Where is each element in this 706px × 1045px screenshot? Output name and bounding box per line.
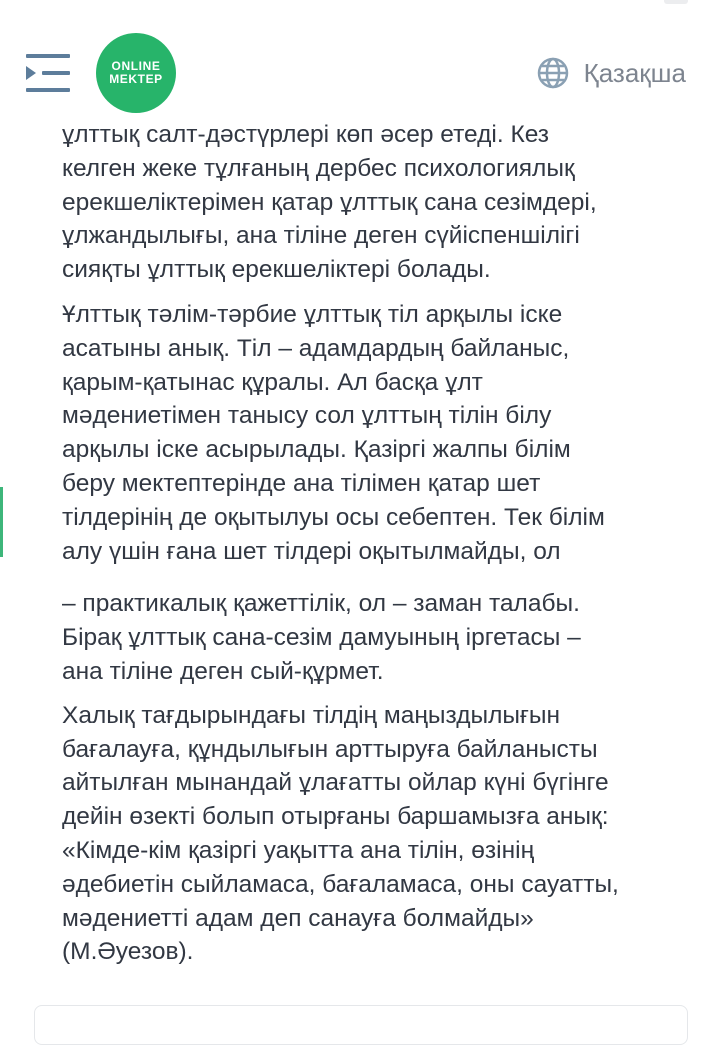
top-header <box>0 0 706 145</box>
online-mektep-logo[interactable] <box>96 33 176 113</box>
text-line: бағалауға, құндылығын арттыруға байланысты <box>62 735 598 763</box>
text-line: ұлжандылығы, ана тіліне деген сүйіспеншілігі <box>62 222 580 250</box>
text-line: Ұлттық тәлім-тәрбие ұлттық тіл арқылы іске <box>62 300 563 328</box>
language-selector[interactable] <box>536 56 686 90</box>
globe-icon <box>536 56 570 90</box>
paragraph-4 <box>62 699 682 969</box>
text-line: мәдениетімен танысу сол ұлттың тілін білу <box>62 402 552 430</box>
text-line: әдебиетін сыйламаса, бағаламаса, оны сауатты, <box>62 870 619 898</box>
text-line: алу үшін ғана шет тілдері оқытылмайды, ол <box>62 537 561 565</box>
text-line: Бірақ ұлттық сана-сезім дамуының іргетасы – <box>62 624 581 652</box>
logo-text-line-2: MEKTEP <box>109 72 163 86</box>
text-line: тілдерінің де оқытылуы осы себептен. Тек білім <box>62 503 605 531</box>
text-line: – практикалық қажеттілік, ол – заман талабы. <box>62 590 580 618</box>
text-line: ұлттық салт-дәстүрлері көп әсер етеді. Кез <box>62 121 550 148</box>
language-label: Қазақша <box>583 57 686 88</box>
text-line: беру мектептерінде ана тілімен қатар шет <box>62 469 541 497</box>
text-line: арқылы іске асырылады. Қазіргі жалпы білім <box>62 436 571 464</box>
text-line: қарым-қатынас құралы. Ал басқа ұлт <box>62 368 483 396</box>
text-line: айтылған мынандай ұлағатты ойлар күні бүгінге <box>62 769 609 797</box>
text-line: асатыны анық. Тіл – адамдардың байланыс, <box>62 334 570 362</box>
text-line: «Кімде-кім қазіргі уақытта ана тілін, өзінің <box>62 836 535 864</box>
text-line: келген жеке тұлғаның дербес психологиялық <box>62 154 575 182</box>
next-content-card[interactable] <box>34 1005 688 1045</box>
text-line: дейін өзекті болып отырғаны баршамызға анық: <box>62 803 609 831</box>
menu-button[interactable] <box>22 49 74 97</box>
text-line: (М.Әуезов). <box>62 938 194 966</box>
article-content <box>62 118 682 980</box>
menu-collapse-icon <box>22 84 74 101</box>
text-line: ана тіліне деген сый-құрмет. <box>62 657 384 685</box>
text-line: сияқты ұлттық ерекшеліктері болады. <box>62 256 491 284</box>
logo-text-line-1: ONLINE <box>111 59 161 73</box>
paragraph-2 <box>62 298 682 568</box>
text-line: ерекшеліктерімен қатар ұлттық сана сезімдері, <box>62 188 597 216</box>
reading-progress-marker <box>0 487 3 557</box>
paragraph-3 <box>62 587 682 688</box>
text-line: мәдениетті адам деп санауға болмайды» <box>62 904 534 932</box>
text-line: Халық тағдырындағы тілдің маңыздылығын <box>62 701 561 729</box>
